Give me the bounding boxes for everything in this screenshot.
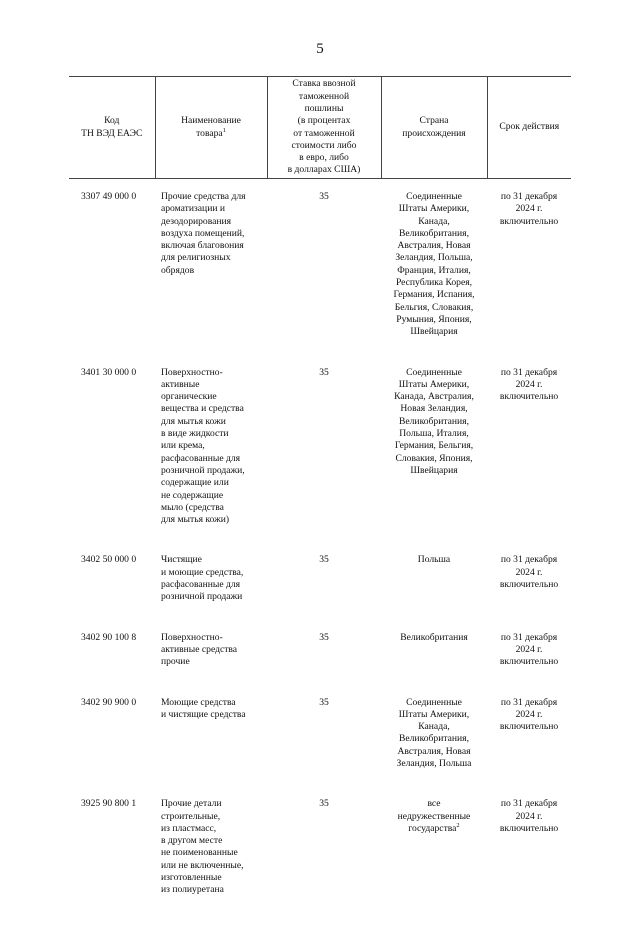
header-country: Страна происхождения [381, 77, 487, 179]
row-country: Соединенные Штаты Америки, Канада, Великобритания, Австралия, Новая Зеландия, Польша, Франция, Италия, Республика Корея, Германия, Испания, Бельгия, Словакия, Румыния, Япония, Швейцария [393, 191, 475, 338]
table-row [69, 632, 571, 697]
row-name: Прочие средства для ароматизации и дезодорирования воздуха помещений, включая благовония для религиозных обрядов [161, 191, 246, 276]
table-row [69, 179, 571, 367]
row-name: Прочие детали строительные, из пластмасс, в другом месте не поименованные или не включенные, изготовленные из полиуретана [161, 798, 244, 896]
row-country: Польша [417, 554, 451, 566]
header-term: Срок действия [487, 77, 571, 179]
tariff-table [69, 76, 571, 925]
row-name: Поверхностно- активные средства прочие [161, 631, 238, 668]
row-term: по 31 декабря 2024 г. включительно [499, 696, 559, 733]
header-name: Наименование товара$^1$ [155, 77, 267, 179]
row-term: по 31 декабря 2024 г. включительно [499, 554, 559, 591]
table-row [69, 697, 571, 799]
row-term: по 31 декабря 2024 г. включительно [499, 798, 559, 834]
row-term: по 31 декабря 2024 г. включительно [499, 366, 559, 403]
header-name-footnote: 1 [222, 126, 226, 134]
row-code: 3402 50 000 0 [81, 554, 137, 566]
table-row [69, 798, 571, 924]
row-name: Поверхностно- активные органические вещества и средства для мытья кожи в виде жидкости или крема, расфасованные для розничной продажи, содержащие или не содержащие мыло (средства для мытья кожи) [161, 366, 245, 526]
row-rate: 35 [319, 631, 329, 643]
header-rate: Ставка ввозной таможенной пошлины (в процентах от таможенной стоимости либо в евро, либо в долларах США) [267, 77, 381, 179]
row-name: Моющие средства и чистящие средства [161, 696, 246, 720]
row-rate: 35 [319, 798, 329, 810]
row-term: по 31 декабря 2024 г. включительно [499, 191, 559, 227]
row-name: Чистящие и моющие средства, расфасованные для розничной продажи [161, 554, 244, 603]
table-header-row [69, 77, 571, 179]
row-code: 3925 90 800 1 [81, 798, 137, 810]
table-row [69, 554, 571, 631]
row-rate: 35 [319, 191, 329, 202]
row-code: 3402 90 900 0 [81, 696, 137, 708]
row-rate: 35 [319, 554, 329, 566]
country-footnote: 2 [456, 821, 460, 829]
row-country: Соединенные Штаты Америки, Канада, Великобритания, Австралия, Новая Зеландия, Польша [396, 696, 472, 769]
row-code: 3402 90 100 8 [81, 631, 137, 643]
row-rate: 35 [319, 366, 329, 378]
page-number: 5 [316, 41, 324, 57]
header-code: Код ТН ВЭД ЕАЭС [69, 77, 155, 179]
table-row [69, 367, 571, 555]
row-rate: 35 [319, 696, 329, 708]
row-code: 3401 30 000 0 [81, 366, 137, 378]
row-country: Великобритания [400, 631, 468, 643]
row-country: Соединенные Штаты Америки, Канада, Австралия, Новая Зеландия, Великобритания, Польша, Италия, Германия, Бельгия, Словакия, Япония, Швейцария [394, 366, 474, 476]
row-term: по 31 декабря 2024 г. включительно [499, 631, 559, 668]
row-code: 3307 49 000 0 [81, 191, 137, 202]
row-country: все недружественные государства$^2$ [397, 798, 471, 834]
